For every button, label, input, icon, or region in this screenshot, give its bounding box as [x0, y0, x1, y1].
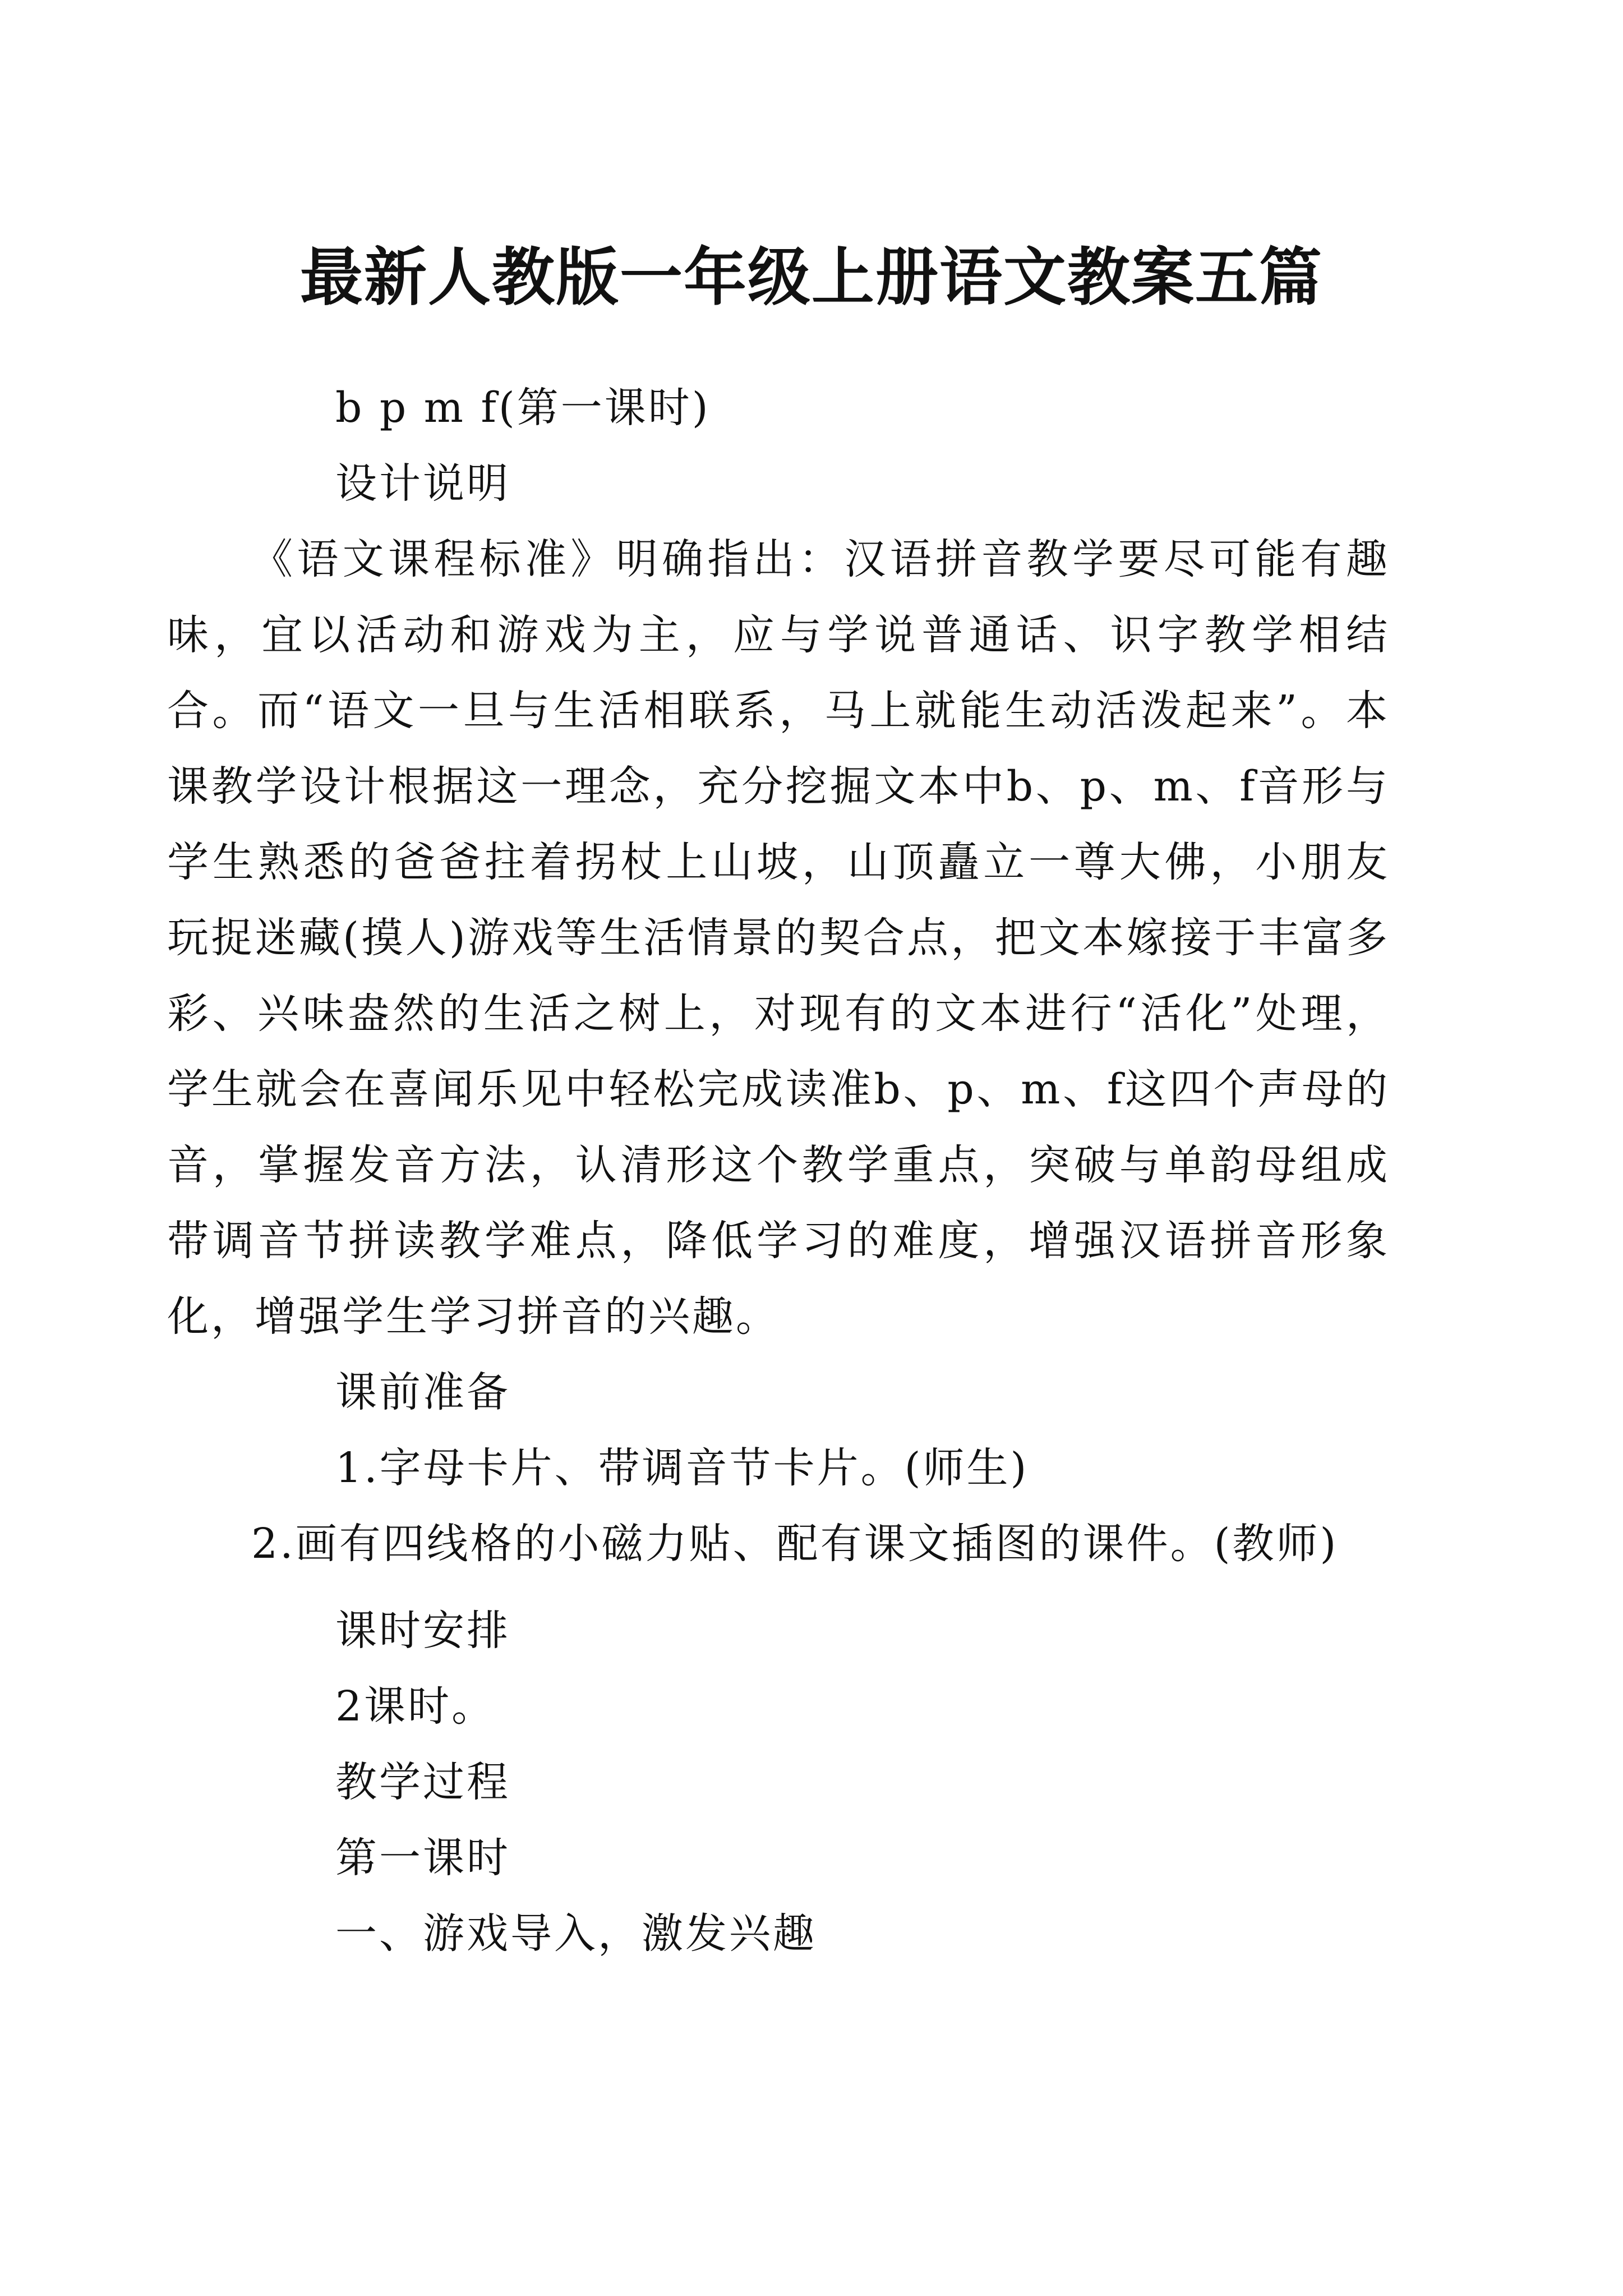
lesson-heading: b p m f(第一课时)	[335, 384, 711, 432]
section-heading-design-notes: 设计说明	[335, 459, 510, 508]
section-heading-process: 教学过程	[335, 1758, 510, 1806]
document-body	[167, 370, 1390, 1972]
section-heading-schedule: 课时安排	[335, 1607, 510, 1655]
first-lesson-heading: 第一课时	[335, 1834, 510, 1882]
design-notes-paragraph: 《语文课程标准》明确指出：汉语拼音教学要尽可能有趣味，宜以活动和游戏为主，应与学说普通话、识字教学相结合。而“语文一旦与生活相联系，马上就能生动活泼起来”。本课教学设计根据这一理念，充分挖掘文本中b、p、m、f音形与学生熟悉的爸爸拄着拐杖上山坡，山顶矗立一尊大佛，小朋友玩捉迷藏(摸人)游戏等生活情景的契合点，把文本嫁接于丰富多彩、兴味盎然的生活之树上，对现有的文本进行“活化”处理，学生就会在喜闻乐见中轻松完成读准b、p、m、f这四个声母的音，掌握发音方法，认清形这个教学重点，突破与单韵母组成带调音节拼读教学难点，降低学习的难度，增强汉语拼音形象化，增强学生学习拼音的兴趣。	[167, 535, 1390, 1341]
preparation-item-2: 2.画有四线格的小磁力贴、配有课文插图的课件。(教师)	[251, 1520, 1339, 1568]
step-1-heading: 一、游戏导入，激发兴趣	[335, 1910, 817, 1958]
document-title: 最新人教版一年级上册语文教案五篇	[300, 241, 1323, 315]
preparation-item-1: 1.字母卡片、带调音节卡片。(师生)	[335, 1444, 1029, 1492]
schedule-text: 2课时。	[335, 1682, 496, 1731]
section-heading-preparation: 课前准备	[335, 1368, 510, 1416]
